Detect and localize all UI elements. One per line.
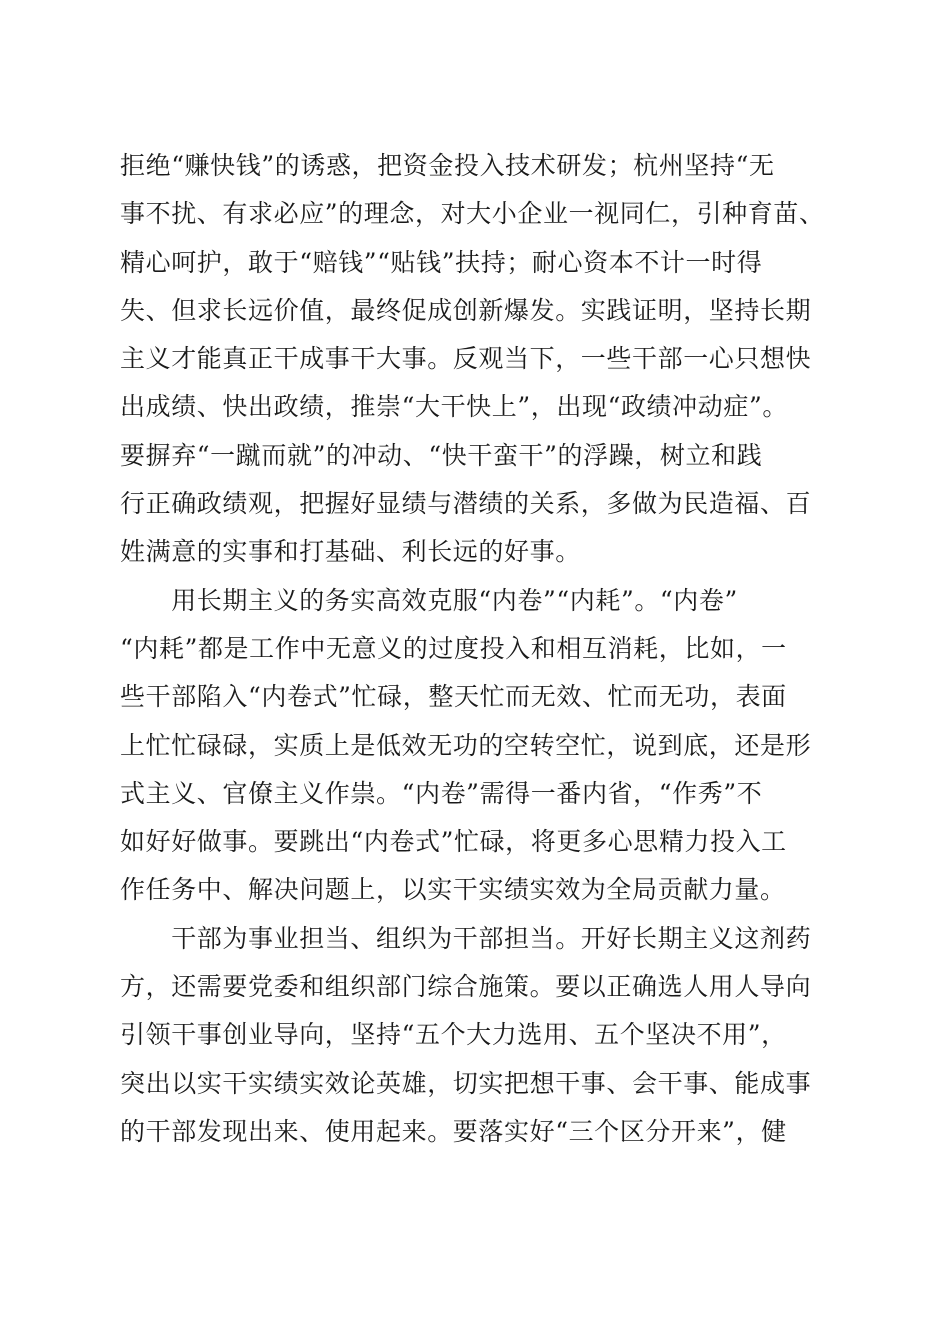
text-line: 姓满意的实事和打基础、利长远的好事。 [120,537,581,567]
text-line: 如好好做事。要跳出“内卷式”忙碌，将更多心思精力投入工 [120,827,787,857]
paragraph-1 [120,142,830,577]
text-line: 用长期主义的务实高效克服“内卷”“内耗”。“内卷” [120,585,738,615]
text-line: 主义才能真正干成事干大事。反观当下，一些干部一心只想快 [120,344,812,374]
document-body [120,142,830,1156]
text-line: 要摒弃“一蹴而就”的冲动、“快干蛮干”的浮躁，树立和践 [120,440,763,470]
text-line: 些干部陷入“内卷式”忙碌，整天忙而无效、忙而无功，表面 [120,682,787,712]
text-line: 引领干事创业导向，坚持“五个大力选用、五个坚决不用”， [120,1020,787,1050]
text-line: 方，还需要党委和组织部门综合施策。要以正确选人用人导向 [120,972,812,1002]
text-line: 失、但求长远价值，最终促成创新爆发。实践证明，坚持长期 [120,295,812,325]
text-line: 行正确政绩观，把握好显绩与潜绩的关系，多做为民造福、百 [120,489,812,519]
text-line: 精心呵护，敢于“赔钱”“贴钱”扶持；耐心资本不计一时得 [120,247,763,277]
text-line: 事不扰、有求必应”的理念，对大小企业一视同仁，引种育苗、 [120,199,825,229]
text-line: “内耗”都是工作中无意义的过度投入和相互消耗，比如，一 [120,633,787,663]
text-line: 式主义、官僚主义作祟。“内卷”需得一番内省，“作秀”不 [120,778,763,808]
text-line: 拒绝“赚快钱”的诱惑，把资金投入技术研发；杭州坚持“无 [120,151,775,180]
text-line: 上忙忙碌碌，实质上是低效无功的空转空忙，说到底，还是形 [120,730,812,760]
text-line: 的干部发现出来、使用起来。要落实好“三个区分开来”，健 [120,1116,787,1146]
paragraph-3 [120,915,830,1156]
text-line: 出成绩、快出政绩，推崇“大干快上”，出现“政绩冲动症”。 [120,392,788,422]
paragraph-2 [120,577,830,915]
text-line: 作任务中、解决问题上，以实干实绩实效为全局贡献力量。 [120,875,786,905]
text-line: 干部为事业担当、组织为干部担当。开好长期主义这剂药 [120,923,812,953]
text-line: 突出以实干实绩实效论英雄，切实把想干事、会干事、能成事 [120,1068,812,1098]
